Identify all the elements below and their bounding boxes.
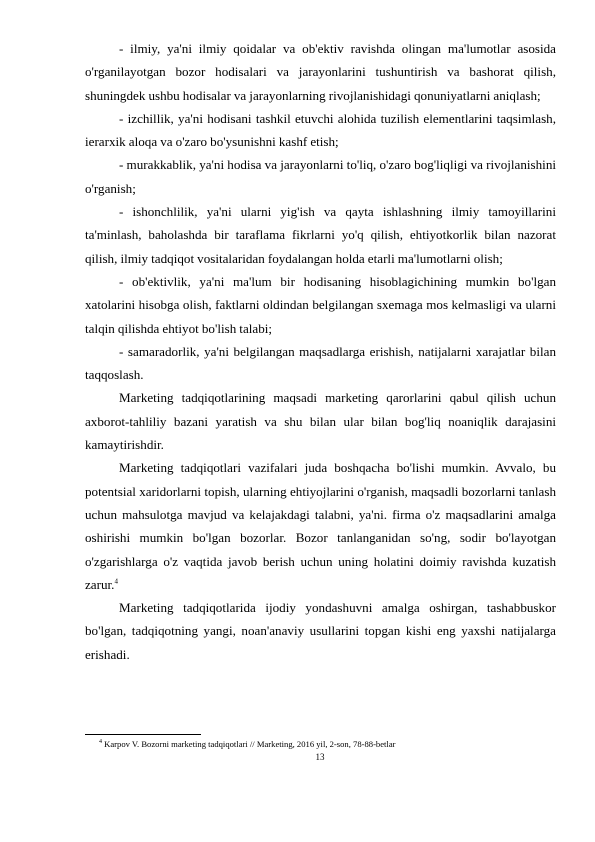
paragraph-efficiency: - samaradorlik, ya'ni belgilangan maqsadlarga erishish, natijalarni xarajatlar bilan taqqoslash. [85,343,556,383]
footnote-text: Karpov V. Bozorni marketing tadqiqotlari // Marketing, 2016 yil, 2-son, 78-88-betlar [104,739,396,749]
paragraph-research-goal: Marketing tadqiqotlarining maqsadi marketing qarorlarini qabul qilish uchun axborot-tahliliy bazani yaratish va shu bilan ular bilan bog'liq noaniqlik darajasini kamaytirishdir. [85,390,556,453]
paragraph-complexity: - murakkablik, ya'ni hodisa va jarayonlarni to'liq, o'zaro bog'liqligi va rivojlanishini o'rganish; [85,157,556,196]
paragraph-scientific: - ilmiy, ya'ni ilmiy qoidalar va ob'ektiv ravishda olingan ma'lumotlar asosida o'rganilayotgan bozor hodisalari va jarayonlarini tushuntirish va bashorat qilish, shuningdek ushbu hodisalar va jarayonlarning rivojlanishidagi qonuniyatlarni aniqlash; [85,41,556,103]
footnote-separator [85,734,201,735]
page-number: 13 [315,752,325,762]
paragraph-consistency: - izchillik, ya'ni hodisani tashkil etuvchi alohida tuzilish elementlarini taqsimlash, ierarxik aloqa va o'zaro bo'ysunishni kashf etish; [85,110,556,150]
footnote [85,738,556,750]
paragraph-research-tasks [85,456,556,596]
paragraph-objectivity: - ob'ektivlik, ya'ni ma'lum bir hodisaning hisoblagichining mumkin bo'lgan xatolarini hisobga olish, faktlarni oldindan belgilangan sxemaga mos kelmasligi va ularni talqin qilishda ehtiyot bo'lish talabi; [85,273,556,336]
footnote-marker: 4 [99,739,102,746]
paragraph-reliability: - ishonchlilik, ya'ni ularni yig'ish va qayta ishlashning ilmiy tamoyillarini ta'minlash, baholashda bir taraflama fikrlarni yo'q qilish, ehtiyotkorlik bilan nazorat qilish, ilmiy tadqiqot vositalaridan foydalangan holda etarli ma'lumotlarni olish; [85,204,556,266]
document-body [85,37,556,666]
paragraph-creative-approach: Marketing tadqiqotlarida ijodiy yondashuvni amalga oshirgan, tashabbuskor bo'lgan, tadqiqotning yangi, noan'anaviy usullarini topgan kishi eng yaxshi natijalarga erishadi. [85,600,556,662]
paragraph-research-tasks-text: Marketing tadqiqotlari vazifalari juda boshqacha bo'lishi mumkin. Avvalo, bu potentsial xaridorlarni topish, ularning ehtiyojlarini o'rganish, maqsadli bozorlarni tanlash uchun mahsulotga mavjud va kelajakdagi talabni, ya'ni. firma o'z maqsadlarini amalga oshirishi mumkin bo'lgan bozorlar. Bozor tanlanganidan so'ng, sodir bo'layotgan o'zgarishlarga o'z vaqtida javob berish uchun uning holatini doimiy ravishda kuzatish zarur. [85,460,556,592]
footnote-reference[interactable]: 4 [114,577,118,586]
